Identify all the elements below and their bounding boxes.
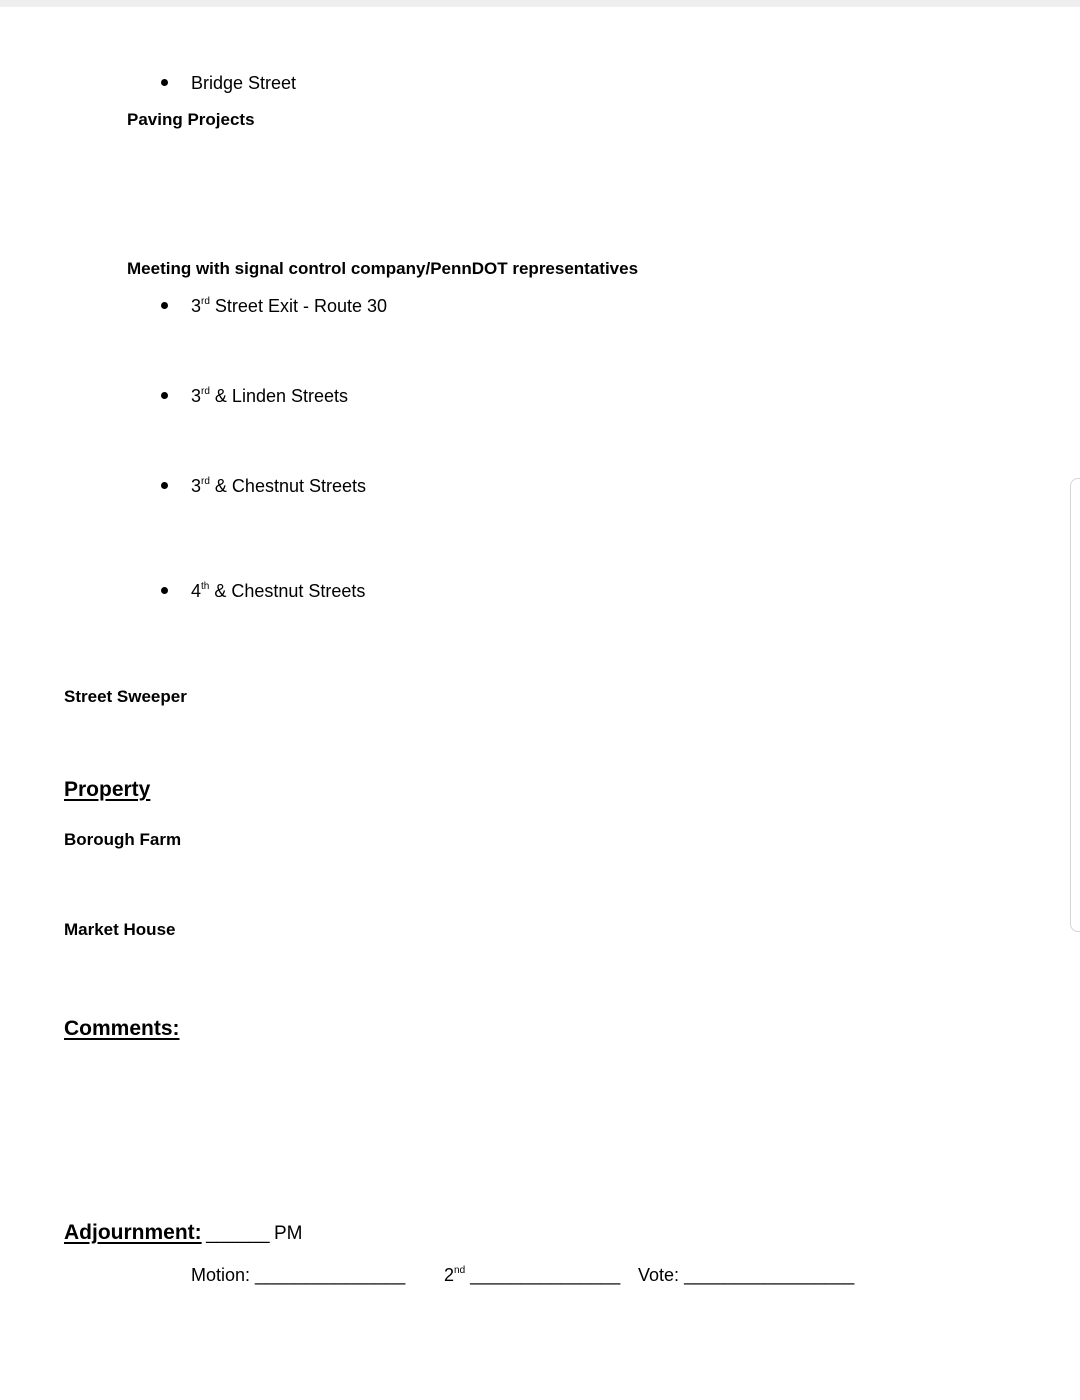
bullet-icon <box>161 587 168 594</box>
paving-projects-heading: Paving Projects <box>127 110 255 129</box>
bullet-icon <box>161 392 168 399</box>
motion-line <box>191 1264 405 1286</box>
street-sweeper-heading: Street Sweeper <box>64 687 187 706</box>
list-item-signal: 3rd Street Exit - Route 30 <box>191 296 388 316</box>
motion-blank: _______________ <box>255 1265 406 1285</box>
top-toolbar-edge <box>0 0 1080 7</box>
motion-label: Motion: <box>191 1265 251 1285</box>
vote-blank: _________________ <box>684 1265 855 1285</box>
second-blank: _______________ <box>470 1265 621 1285</box>
signal-meeting-heading: Meeting with signal control company/PennDOT representatives <box>127 259 639 278</box>
adjournment-line <box>64 1220 302 1246</box>
adjournment-heading: Adjournment: <box>64 1221 202 1244</box>
list-item-signal: 4th & Chestnut Streets <box>191 581 366 601</box>
market-house-heading: Market House <box>64 920 176 939</box>
list-item-signal: 3rd & Chestnut Streets <box>191 476 366 496</box>
comments-section-heading: Comments: <box>64 1017 180 1040</box>
list-item-signal: 3rd & Linden Streets <box>191 386 349 406</box>
adjournment-time-suffix: PM <box>273 1223 303 1244</box>
second-label-sup: nd <box>454 1265 466 1276</box>
second-line <box>444 1264 620 1286</box>
property-section-heading: Property <box>64 778 151 801</box>
list-item-bridge-street: Bridge Street <box>191 73 297 93</box>
bullet-icon <box>161 482 168 489</box>
second-label: 2 <box>444 1265 455 1285</box>
borough-farm-heading: Borough Farm <box>64 830 182 849</box>
adjournment-time-blank: ______ <box>206 1223 270 1244</box>
vote-label: Vote: <box>638 1265 680 1285</box>
vote-line <box>638 1264 854 1286</box>
side-panel-tab[interactable] <box>1070 478 1080 932</box>
bullet-icon <box>161 79 168 86</box>
bullet-icon <box>161 302 168 309</box>
